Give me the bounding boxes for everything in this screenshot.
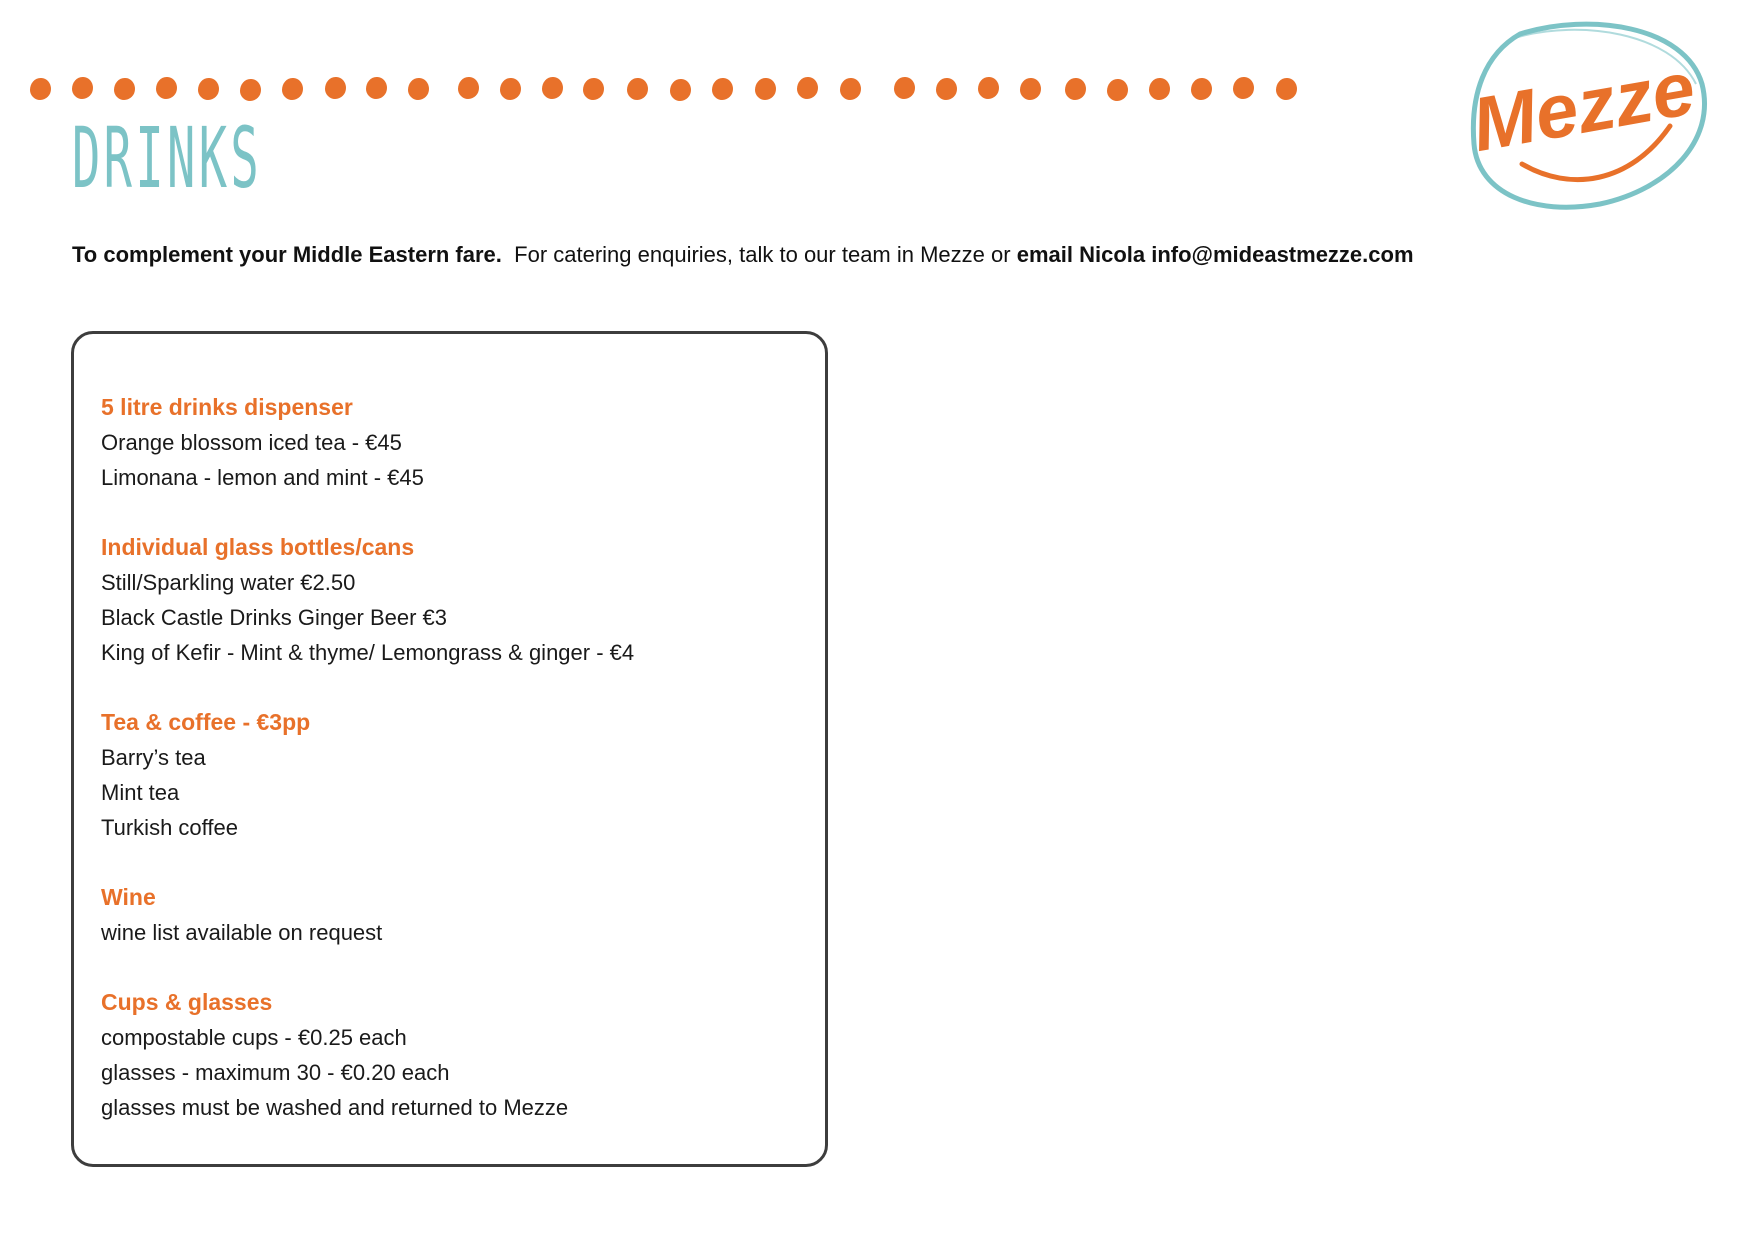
menu-section-wine	[101, 880, 801, 950]
intro-middle: For catering enquiries, talk to our team in Mezze or	[514, 242, 1011, 267]
mezze-logo	[1470, 14, 1710, 214]
orange-dot-icon	[1020, 78, 1041, 100]
orange-dot-icon	[712, 78, 733, 100]
intro-text	[72, 240, 1414, 270]
section-heading: Tea & coffee - €3pp	[101, 709, 311, 735]
orange-dot-icon	[156, 77, 177, 99]
section-items	[101, 740, 801, 845]
menu-section-dispenser	[101, 390, 801, 495]
menu-section-cups-glasses	[101, 985, 801, 1125]
orange-dot-icon	[408, 78, 429, 100]
orange-dot-icon	[1149, 78, 1170, 100]
orange-dot-icon	[72, 77, 93, 99]
orange-dot-icon	[198, 78, 219, 100]
orange-dot-icon	[840, 78, 861, 100]
menu-item: Limonana - lemon and mint - €45	[101, 465, 424, 490]
menu-item: King of Kefir - Mint & thyme/ Lemongrass & ginger - €4	[101, 640, 635, 665]
section-heading: Individual glass bottles/cans	[101, 534, 415, 560]
orange-dot-icon	[114, 78, 135, 100]
orange-dot-icon	[583, 78, 604, 100]
orange-dot-icon	[542, 77, 563, 99]
orange-dot-icon	[670, 79, 691, 101]
orange-dot-icon	[755, 78, 776, 100]
page-title: DRINKS	[72, 109, 263, 207]
menu-item: Mint tea	[101, 780, 180, 805]
menu-item: Still/Sparkling water €2.50	[101, 570, 356, 595]
orange-dot-icon	[978, 77, 999, 99]
menu-item: glasses - maximum 30 - €0.20 each	[101, 1060, 450, 1085]
orange-dot-icon	[240, 79, 261, 101]
orange-dot-icon	[797, 77, 818, 99]
orange-dot-icon	[1276, 78, 1297, 100]
section-items	[101, 1020, 801, 1125]
menu-section-tea-coffee	[101, 705, 801, 845]
logo-text: Mezze	[1470, 45, 1702, 169]
orange-dot-icon	[458, 77, 479, 99]
orange-dot-icon	[894, 77, 915, 99]
orange-dot-icon	[30, 78, 51, 100]
menu-item: compostable cups - €0.25 each	[101, 1025, 407, 1050]
orange-dot-icon	[366, 77, 387, 99]
menu-item: Barry’s tea	[101, 745, 206, 770]
menu-item: Turkish coffee	[101, 815, 238, 840]
mezze-logo-icon	[1470, 14, 1710, 214]
orange-dot-icon	[1233, 77, 1254, 99]
menu-item: wine list available on request	[101, 920, 383, 945]
orange-dot-icon	[1065, 78, 1086, 100]
section-items	[101, 915, 801, 950]
section-items	[101, 425, 801, 495]
orange-dot-icon	[936, 78, 957, 100]
menu-item: glasses must be washed and returned to Mezze	[101, 1095, 569, 1120]
orange-dot-icon	[1107, 79, 1128, 101]
section-heading: Wine	[101, 884, 156, 910]
dotted-border-decoration	[30, 77, 1470, 105]
orange-dot-icon	[282, 78, 303, 100]
menu-item: Black Castle Drinks Ginger Beer €3	[101, 605, 448, 630]
section-items	[101, 565, 801, 670]
section-heading: Cups & glasses	[101, 989, 273, 1015]
menu-item: Orange blossom iced tea - €45	[101, 430, 402, 455]
orange-dot-icon	[1191, 78, 1212, 100]
orange-dot-icon	[500, 78, 521, 100]
drinks-menu-content	[101, 390, 801, 1160]
menu-section-bottles	[101, 530, 801, 670]
intro-lead: To complement your Middle Eastern fare.	[72, 242, 502, 267]
intro-contact: email Nicola info@mideastmezze.com	[1016, 242, 1414, 267]
orange-dot-icon	[325, 77, 346, 99]
orange-dot-icon	[627, 78, 648, 100]
section-heading: 5 litre drinks dispenser	[101, 394, 353, 420]
